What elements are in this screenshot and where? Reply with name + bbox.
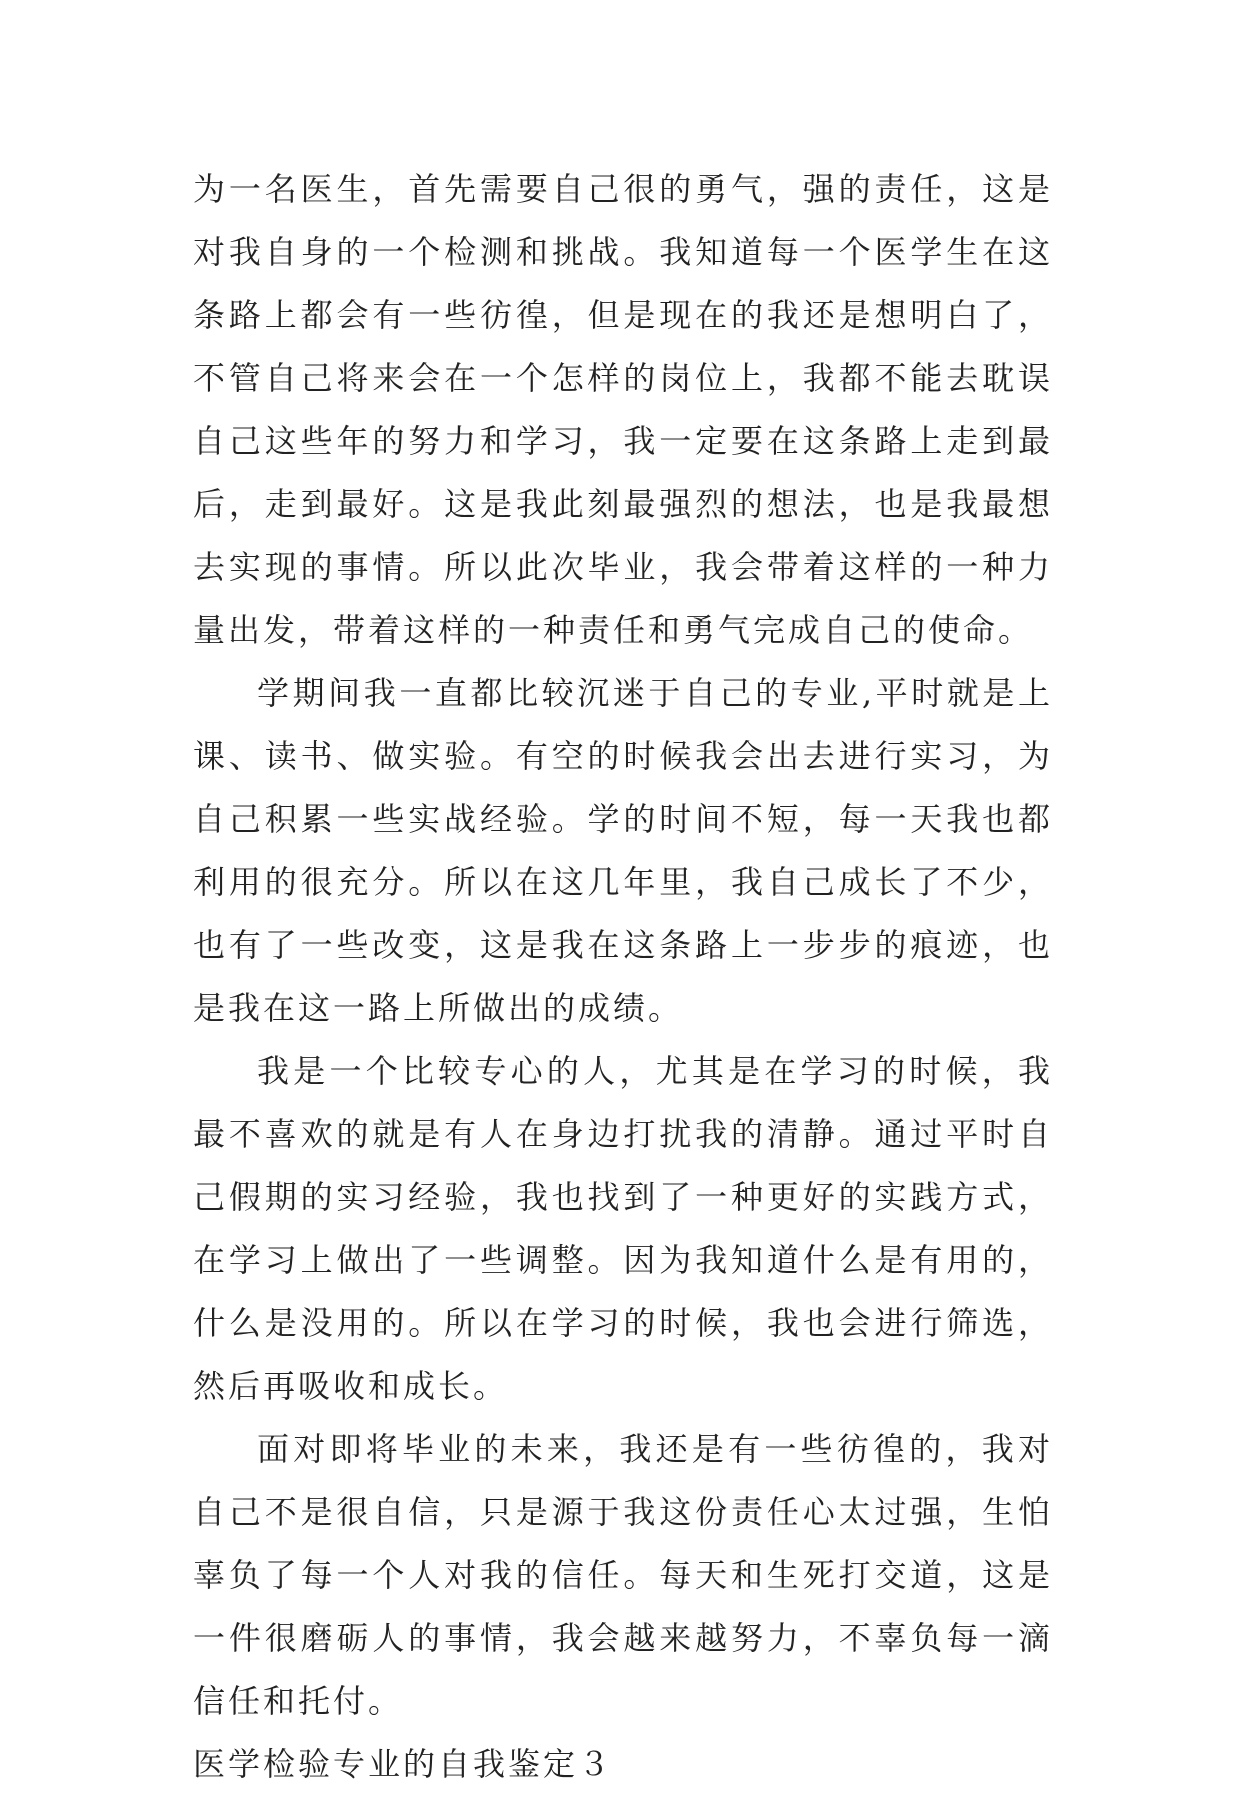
section-heading: 医学检验专业的自我鉴定３ (193, 1745, 614, 1783)
document-body (193, 158, 1053, 1796)
paragraph-future: 面对即将毕业的未来，我还是有一些彷徨的，我对自己不是很自信，只是源于我这份责任心太过强，生怕辜负了每一个人对我的信任。每天和生死打交道，这是一件很磨砺人的事情，我会越来越努力，不辜负每一滴信任和托付。 (193, 1430, 1053, 1720)
paragraph-focus: 我是一个比较专心的人，尤其是在学习的时候，我最不喜欢的就是有人在身边打扰我的清静。通过平时自己假期的实习经验，我也找到了一种更好的实践方式，在学习上做出了一些调整。因为我知道什么是有用的，什么是没用的。所以在学习的时候，我也会进行筛选，然后再吸收和成长。 (193, 1052, 1053, 1405)
paragraph-study: 学期间我一直都比较沉迷于自己的专业,平时就是上课、读书、做实验。有空的时候我会出去进行实习，为自己积累一些实战经验。学的时间不短，每一天我也都利用的很充分。所以在这几年里，我自己成长了不少，也有了一些改变，这是我在这条路上一步步的痕迹，也是我在这一路上所做出的成绩。 (193, 674, 1053, 1027)
paragraph-continuation: 为一名医生，首先需要自己很的勇气，强的责任，这是对我自身的一个检测和挑战。我知道每一个医学生在这条路上都会有一些彷徨，但是现在的我还是想明白了，不管自己将来会在一个怎样的岗位上，我都不能去耽误自己这些年的努力和学习，我一定要在这条路上走到最后，走到最好。这是我此刻最强烈的想法，也是我最想去实现的事情。所以此次毕业，我会带着这样的一种力量出发，带着这样的一种责任和勇气完成自己的使命。 (193, 170, 1053, 649)
